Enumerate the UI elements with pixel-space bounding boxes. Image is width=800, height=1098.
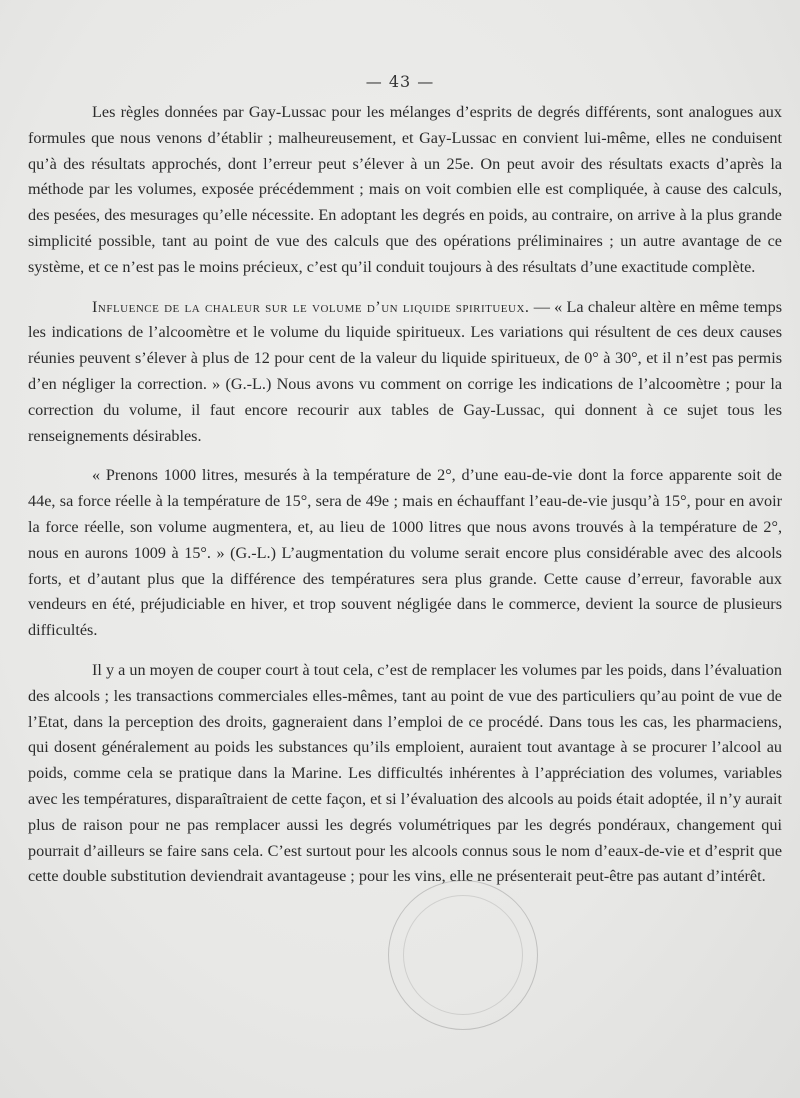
paragraph-example-1000-litres: « Prenons 1000 litres, mesurés à la température de 2°, d’une eau-de-vie dont la force apparente soit de 44e, sa force réelle à la température de 15°, sera de 49e ; mais en échauffant l’eau-de-vie jusqu’à 15°, pour en avoir la force réelle, son volume augmentera, et, au lieu de 1000 litres que nous avons trouvés à la température de 2°, nous en aurons 1009 à 15°. » (G.-L.) L’augmentation du volume serait encore plus considérable avec des alcools forts, et d’autant plus que la différence des températures sera plus grande. Cette cause d’erreur, favorable aux vendeurs en été, préjudiciable en hiver, et trop souvent négligée dans le commerce, devient la source de plusieurs difficultés. xyxy=(28,466,782,640)
body-text xyxy=(28,100,782,890)
paragraph-gay-lussac-rules: Les règles données par Gay-Lussac pour les mélanges d’esprits de degrés différents, sont analogues aux formules que nous venons d’établir ; malheureusement, et Gay-Lussac en convient lui-même, elles ne conduisent qu’à des résultats approchés, dont l’erreur peut s’élever à un 25e. On peut avoir des résultats exacts d’après la méthode par les volumes, exposée précédemment ; mais on voit combien elle est compliquée, à cause des calculs, des pesées, des mesurages qu’elle nécessite. En adoptant les degrés en poids, au contraire, on arrive à la plus grande simplicité possible, tant au point de vue des calculs que des opérations préliminaires ; un autre avantage de ce système, et ce n’est pas le moins précieux, c’est qu’il conduit toujours à des résultats d’une exactitude complète. xyxy=(28,103,782,276)
library-stamp xyxy=(388,880,538,1030)
section-heading: Influence de la chaleur sur le volume d’un liquide spiritueux. xyxy=(92,297,530,316)
page-number: — 43 — xyxy=(365,72,435,91)
paragraph-heat-influence xyxy=(28,295,782,450)
paragraph-weights-instead-of-volumes: Il y a un moyen de couper court à tout cela, c’est de remplacer les volumes par les poids, dans l’évaluation des alcools ; les transactions commerciales elles-mêmes, tant au point de vue des particuliers qu’au point de vue de l’Etat, dans la perception des droits, gagneraient dans l’emploi de ce procédé. Dans tous les cas, les pharmaciens, qui dosent généralement au poids les substances qu’ils emploient, auraient tout avantage à se procurer l’alcool au poids, comme cela se pratique dans la Marine. Les difficultés inhérentes à l’appréciation des volumes, variables avec les températures, disparaîtraient de cette façon, et si l’évaluation des alcools au poids était adoptée, il n’y aurait plus de raison pour ne pas remplacer aussi les degrés volumétriques par les degrés pondéraux, changement qui pourrait d’ailleurs se faire sans cela. C’est surtout pour les alcools connus sous le nom d’eaux-de-vie et d’esprit que cette double substitution deviendrait avantageuse ; pour les vins, elle ne présenterait peut-être pas autant d’intérêt. xyxy=(28,660,782,886)
paragraph-heat-influence-body: — « La chaleur altère en même temps les indications de l’alcoomètre et le volume du liquide spiritueux. Les variations qui résultent de ces deux causes réunies peuvent s’élever à plus de 12 pour cent de la valeur du liquide spiritueux, de 0° à 30°, et il n’est pas permis d’en négliger la correction. » (G.-L.) Nous avons vu comment on corrige les indications de l’alcoomètre ; pour la correction du volume, il faut encore recourir aux tables de Gay-Lussac, qui donnent à ce sujet tous les renseignements désirables. xyxy=(28,297,782,445)
